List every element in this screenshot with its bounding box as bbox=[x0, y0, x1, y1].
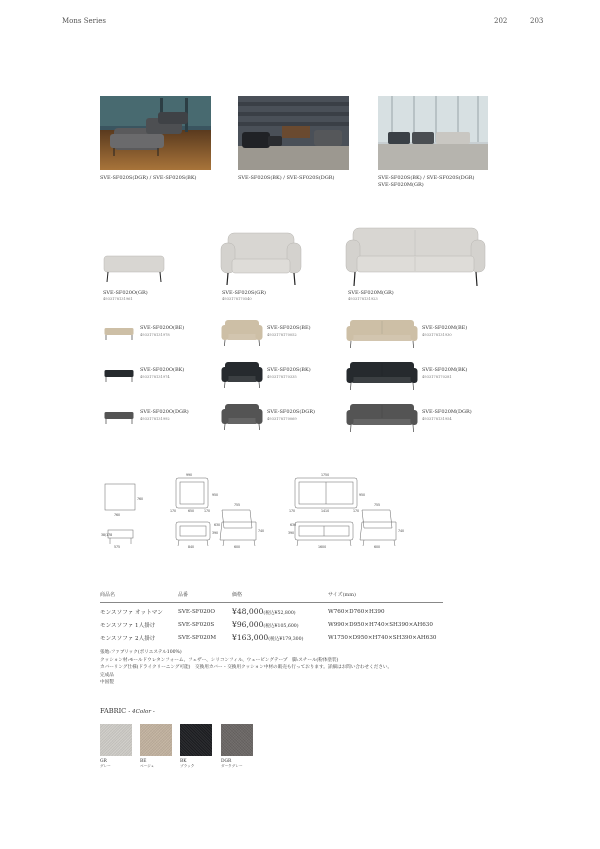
variant-jan-7: 4933178170069 bbox=[267, 417, 297, 421]
dim-single-base: 600 bbox=[234, 545, 241, 549]
spec-header-code: 品番 bbox=[178, 588, 232, 603]
series-title: Mons Series bbox=[62, 17, 106, 25]
dim-single-top-w: 990 bbox=[186, 473, 193, 477]
dim-double-arm-l: 170 bbox=[289, 509, 296, 513]
dim-single-arm-l: 170 bbox=[170, 509, 177, 513]
note-line-1: クッション材:モールドウレタンフォーム、フェザー、シリコンフィル、ウェービングテープ 脚:スチール(粉体塗装) bbox=[100, 657, 339, 663]
fabric-color-name: ベージュ bbox=[140, 764, 155, 769]
variant-label-0: SVE-SF020O(BE) bbox=[140, 325, 185, 331]
ottoman-gr-image bbox=[103, 254, 165, 284]
dim-ottoman-front-w: 575 bbox=[114, 545, 121, 549]
main-product-jan-0: 4933178131961 bbox=[103, 297, 133, 301]
fabric-code: BK bbox=[180, 759, 187, 764]
variant-label-2: SVE-SF020M(BE) bbox=[422, 325, 468, 331]
spec-name: モンスソファ 2人掛け bbox=[100, 635, 156, 642]
dim-single-seat: 650 bbox=[188, 509, 195, 513]
lifestyle-photo-1 bbox=[100, 96, 211, 170]
fabric-color-name: ダークグレー bbox=[221, 764, 243, 769]
spec-name: モンスソファ 1人掛け bbox=[100, 622, 156, 629]
dim-double-top-w: 1750 bbox=[321, 473, 330, 477]
photo-caption-3b: SVE-SF020M(GR) bbox=[378, 182, 424, 188]
spec-size: W1750×D950×H740×SH390×AH630 bbox=[328, 634, 437, 641]
variant-image-7 bbox=[221, 403, 263, 431]
fabric-subtitle: - 4Color - bbox=[128, 709, 155, 715]
main-product-label-2: SVE-SF020M(GR) bbox=[348, 290, 394, 296]
fabric-swatch-label-bk bbox=[180, 759, 194, 770]
dim-double-height: 740 bbox=[398, 529, 405, 533]
note-line-2: カバーリング仕様(ドライクリーニング可能) 交換用カバー・交換用クッション中材の販売も行っております。詳細はお問い合わせください。 bbox=[100, 665, 393, 671]
spec-table bbox=[100, 588, 443, 644]
dim-double-arm-h: 630 bbox=[290, 523, 297, 527]
variant-label-6: SVE-SF020O(DGR) bbox=[140, 409, 189, 415]
dim-double-depth-top: 755 bbox=[374, 503, 381, 507]
spec-row bbox=[100, 631, 443, 644]
spec-price-tax: (税込¥52,800) bbox=[263, 611, 296, 616]
dim-single-front-w: 840 bbox=[188, 545, 195, 549]
variant-label-7: SVE-SF020S(DGR) bbox=[267, 409, 316, 415]
dim-double-base: 600 bbox=[374, 545, 381, 549]
fabric-swatch-label-be bbox=[140, 759, 154, 770]
fabric-heading bbox=[100, 707, 155, 715]
dim-double-arm-r: 170 bbox=[353, 509, 360, 513]
spec-price bbox=[232, 618, 328, 631]
spec-header-name: 商品名 bbox=[100, 588, 178, 603]
dimension-drawings bbox=[100, 470, 470, 550]
photo-caption-2: SVE-SF020S(BK) / SVE-SF020S(DGR) bbox=[238, 175, 335, 181]
product-notes bbox=[100, 649, 392, 687]
variant-jan-8: 4933178131954 bbox=[422, 417, 452, 421]
sofa-double-gr-image bbox=[345, 226, 486, 288]
spec-price-value: ¥96,000 bbox=[232, 620, 264, 629]
fabric-swatch-dgr bbox=[221, 724, 253, 756]
spec-price bbox=[232, 631, 328, 644]
variant-image-3 bbox=[104, 369, 134, 383]
variant-jan-3: 4933178131974 bbox=[140, 375, 170, 379]
fabric-swatch-be bbox=[140, 724, 172, 756]
spec-header-row bbox=[100, 588, 443, 603]
variant-jan-5: 4933178170281 bbox=[422, 375, 452, 379]
dim-double-seat-h: 390 bbox=[288, 531, 295, 535]
variant-label-1: SVE-SF020S(BE) bbox=[267, 325, 311, 331]
dim-single-seat-h: 390 bbox=[212, 531, 219, 535]
main-product-label-1: SVE-SF020S(GR) bbox=[222, 290, 266, 296]
spec-row bbox=[100, 618, 443, 631]
variant-image-4 bbox=[221, 361, 263, 389]
lifestyle-photo-3 bbox=[378, 96, 488, 170]
fabric-swatch-label-gr bbox=[100, 759, 111, 770]
fabric-color-name: グレー bbox=[100, 764, 111, 769]
spec-code: SVE-SF020M bbox=[178, 634, 217, 641]
note-line-4: 中国製 bbox=[100, 680, 114, 686]
fabric-title: FABRIC bbox=[100, 707, 127, 715]
lifestyle-photo-2 bbox=[238, 96, 349, 170]
dim-double-side-d: 950 bbox=[359, 493, 366, 497]
main-product-label-0: SVE-SF020O(GR) bbox=[103, 290, 148, 296]
spec-price-value: ¥163,000 bbox=[232, 633, 269, 642]
spec-price bbox=[232, 603, 328, 619]
dim-single-depth-top: 755 bbox=[234, 503, 241, 507]
note-line-0: 張地:ファブリック(ポリエステル100%) bbox=[100, 650, 182, 655]
spec-code: SVE-SF020O bbox=[178, 608, 215, 615]
main-product-jan-2: 4933178131923 bbox=[348, 297, 378, 301]
variant-label-3: SVE-SF020O(BK) bbox=[140, 367, 185, 373]
sofa-single-gr-image bbox=[220, 231, 302, 287]
page-number-right: 203 bbox=[530, 17, 544, 25]
dim-single-height: 740 bbox=[258, 529, 265, 533]
page-number-left: 202 bbox=[494, 17, 508, 25]
variant-jan-2: 4933178131930 bbox=[422, 333, 452, 337]
dim-double-front-w: 1600 bbox=[318, 545, 327, 549]
variant-image-0 bbox=[104, 327, 134, 341]
dim-single-side-d: 950 bbox=[212, 493, 219, 497]
dim-double-seat: 1410 bbox=[321, 509, 330, 513]
dim-ottoman-w: 760 bbox=[114, 513, 121, 517]
fabric-color-name: ブラック bbox=[180, 764, 195, 769]
fabric-swatch-gr bbox=[100, 724, 132, 756]
spec-price-tax: (税込¥105,600) bbox=[263, 624, 299, 629]
spec-row bbox=[100, 603, 443, 619]
spec-header-size: サイズ(mm) bbox=[328, 588, 443, 603]
variant-label-8: SVE-SF020M(DGR) bbox=[422, 409, 472, 415]
note-line-3: 完成品 bbox=[100, 672, 114, 678]
variant-image-2 bbox=[346, 319, 418, 349]
photo-caption-1: SVE-SF020S(DGR) / SVE-SF020S(BK) bbox=[100, 175, 197, 181]
spec-size: W760×D760×H390 bbox=[328, 608, 385, 615]
fabric-code: BE bbox=[140, 759, 147, 764]
spec-name: モンスソファ オットマン bbox=[100, 609, 163, 616]
spec-code: SVE-SF020S bbox=[178, 621, 215, 628]
spec-size: W990×D950×H740×SH390×AH630 bbox=[328, 621, 433, 628]
dim-ottoman-front-h: 38/178 bbox=[101, 533, 113, 537]
variant-jan-0: 4933178131978 bbox=[140, 333, 170, 337]
fabric-code: DGR bbox=[221, 759, 232, 764]
dim-ottoman-d: 760 bbox=[137, 497, 144, 501]
spec-price-value: ¥48,000 bbox=[232, 607, 264, 616]
fabric-swatch-label-dgr bbox=[221, 759, 243, 770]
fabric-code: GR bbox=[100, 759, 107, 764]
variant-label-5: SVE-SF020M(BK) bbox=[422, 367, 468, 373]
variant-jan-1: 4933178170052 bbox=[267, 333, 297, 337]
dim-single-arm-r: 170 bbox=[204, 509, 211, 513]
variant-jan-6: 4933178131992 bbox=[140, 417, 170, 421]
variant-image-8 bbox=[346, 403, 418, 433]
spec-header-price: 価格 bbox=[232, 588, 328, 603]
variant-jan-4: 4933178170335 bbox=[267, 375, 297, 379]
main-product-jan-1: 4933178170540 bbox=[222, 297, 252, 301]
spec-price-tax: (税込¥179,300) bbox=[268, 637, 304, 642]
photo-caption-3: SVE-SF020S(BK) / SVE-SF020S(DGR) bbox=[378, 175, 475, 181]
dim-single-arm-h: 630 bbox=[214, 523, 221, 527]
fabric-swatch-bk bbox=[180, 724, 212, 756]
variant-label-4: SVE-SF020S(BK) bbox=[267, 367, 311, 373]
variant-image-5 bbox=[346, 361, 418, 391]
variant-image-6 bbox=[104, 411, 134, 425]
variant-image-1 bbox=[221, 319, 263, 347]
